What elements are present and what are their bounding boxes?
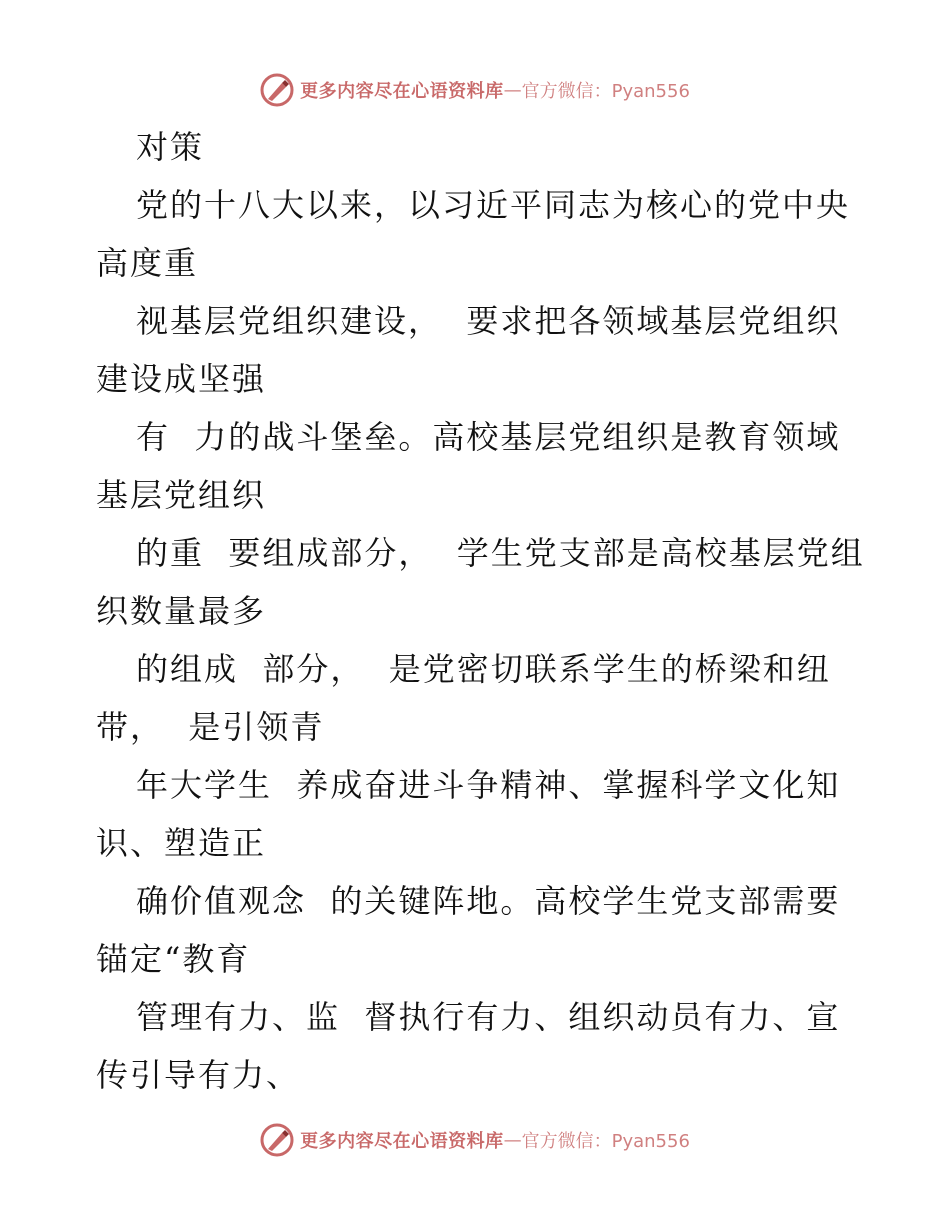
text-line: 传引导有力、 xyxy=(96,1056,301,1094)
banner-separator: — xyxy=(503,1129,522,1151)
text-line: 高度重 xyxy=(96,244,199,282)
pen-logo-icon xyxy=(260,73,294,107)
text-line: 管理有力、监 督执行有力、组织动员有力、宣 xyxy=(136,998,841,1036)
document-body xyxy=(96,118,865,1104)
text-line: 基层党组织 xyxy=(96,476,267,514)
text-line: 的组成 部分， 是党密切联系学生的桥梁和纽 xyxy=(136,650,831,688)
banner-wechat: 官方微信：Pyan556 xyxy=(521,81,690,102)
text-line: 对策 xyxy=(136,128,205,166)
text-line: 的重 要组成部分， 学生党支部是高校基层党组 xyxy=(136,534,865,572)
footer-banner xyxy=(0,1120,950,1160)
pen-logo-icon xyxy=(260,1123,294,1157)
text-line: 年大学生 养成奋进斗争精神、掌握科学文化知 xyxy=(136,766,841,804)
text-line: 视基层党组织建设， 要求把各领域基层党组织 xyxy=(136,302,841,340)
text-line: 确价值观念 的关键阵地。高校学生党支部需要 xyxy=(136,882,841,920)
text-line: 带， 是引领青 xyxy=(96,708,325,746)
banner-slogan: 更多内容尽在心语资料库 xyxy=(300,81,504,102)
text-line: 织数量最多 xyxy=(96,592,267,630)
text-line: 党的十八大以来，以习近平同志为核心的党中央 xyxy=(136,186,851,224)
banner-wechat: 官方微信：Pyan556 xyxy=(521,1131,690,1152)
text-line: 锚定“教育 xyxy=(96,940,251,978)
text-line: 建设成坚强 xyxy=(96,360,267,398)
text-line: 识、塑造正 xyxy=(96,824,267,862)
text-line: 有 力的战斗堡垒。高校基层党组织是教育领域 xyxy=(136,418,841,456)
banner-separator: — xyxy=(503,79,522,101)
banner-slogan: 更多内容尽在心语资料库 xyxy=(300,1131,504,1152)
header-banner xyxy=(0,70,950,110)
